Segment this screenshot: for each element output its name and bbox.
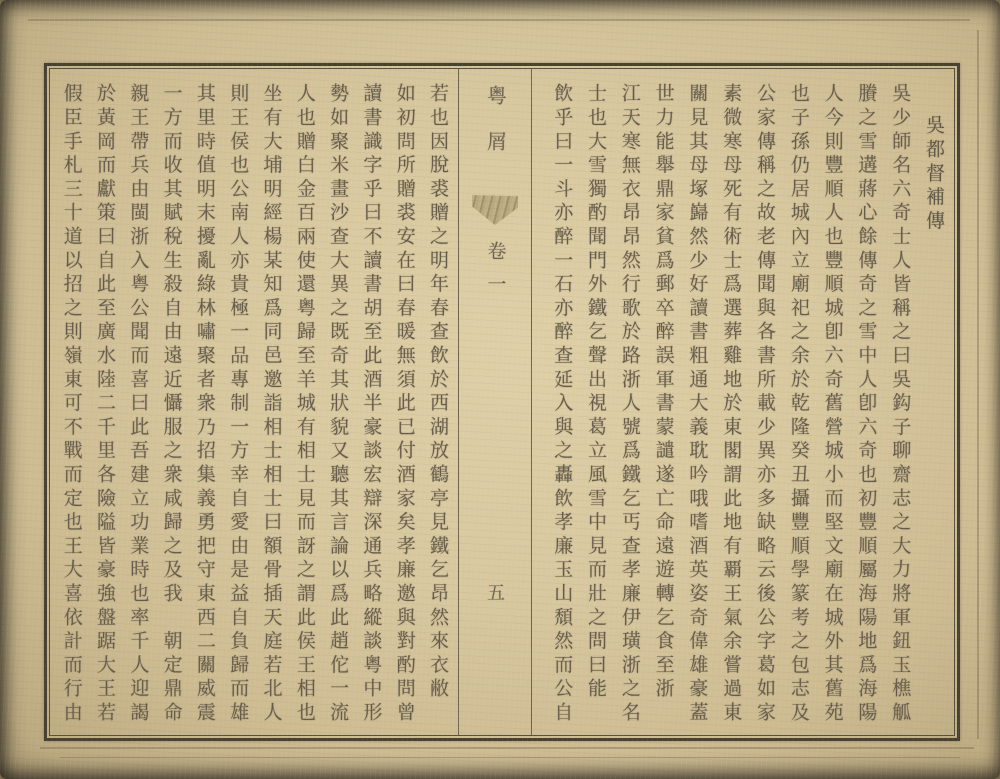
text-column: 世力能舉鼎家貧爲郵卒醉誤軍書蒙譴遂亡命遠遊轉乞食至浙 xyxy=(652,83,674,702)
spine-column xyxy=(458,69,532,735)
text-column: 如初問所贈裘安在曰春暖無須此已付酒家矣孝廉邀與對酌問曾 xyxy=(393,83,415,726)
text-column: 人也贈白金百兩使還粤歸至羊城有相士見而訝之謂此侯王相也 xyxy=(293,83,315,726)
page-edge-artifact xyxy=(40,747,974,749)
text-column: 則王侯也公南人亦貴極一品專制一方幸自愛由是益自負歸而雄 xyxy=(227,83,249,726)
text-column: 吳少師名六奇士人皆稱之曰吳鈎子聊齋志之大力將軍鈕玉樵觚 xyxy=(889,83,911,726)
fishtail-mark-icon xyxy=(472,195,518,225)
spine-book-title: 粤屑 xyxy=(483,85,506,177)
page-edge-artifact xyxy=(28,19,970,21)
text-column: 賸之雪遘蔣心餘傳奇之雪中人卽六奇也初豐順屬海陽地爲海陽 xyxy=(855,83,877,726)
section-title: 吳都督補傳 xyxy=(923,115,944,234)
text-column: 飲乎曰一斗亦醉一石亦醉查延入與之轟飲孝廉玉山頹然而公自 xyxy=(551,83,573,726)
text-column: 人今則豐順人也豐順城卽六奇舊營城小而堅文廟在城外其舊苑 xyxy=(821,83,843,726)
text-column: 於黃岡而獻策曰自此至廣水陸二千里各險隘皆豪強盤踞大王若 xyxy=(94,83,116,726)
right-page-text xyxy=(534,83,950,731)
spine-page-number: 五 xyxy=(485,583,505,601)
text-column: 士也大雪獨酌聞門外鐵乞聲出視葛立風雪中見而壯之問曰能 xyxy=(585,83,607,702)
text-column: 江天寒無衣昂昂然行歌於路浙人號爲鐵乞丐查孝廉伊璜浙之名 xyxy=(618,83,640,726)
text-column: 也子孫仍居城內立廟祀之余於乾隆癸丑攝豐順學篆考之包志及 xyxy=(787,83,809,726)
left-page-text xyxy=(54,83,454,731)
print-border-inner-rule xyxy=(49,68,955,736)
text-column: 一方而收其賦稅生殺自由遠近懾服之衆咸歸之及我 朝定鼎命 xyxy=(160,83,182,726)
text-column: 素微寒母死有術士爲選葬雞地於東閣謂此地有覇王氣余嘗過東 xyxy=(720,83,742,726)
text-column: 勢如聚米畫沙查大異之既奇其狀貌又聽其言論以爲此趙佗一流 xyxy=(327,83,349,726)
spine-volume-label: 卷一 xyxy=(484,241,506,307)
text-column: 讀書識字乎曰不讀書胡至此酒半豪談宏辯深通兵略縱談粤中形 xyxy=(360,83,382,726)
page-edge-artifact xyxy=(60,757,960,758)
page-edge-artifact xyxy=(977,30,979,739)
text-column: 親王帶兵由閩浙入粤公聞而喜曰此吾建立功業時也率千人迎謁 xyxy=(127,83,149,726)
print-border-frame xyxy=(44,63,960,741)
text-column: 若也因脫裘贈之明年春查飲於西湖放鶴亭見鐵乞昂然來衣敝 xyxy=(427,83,448,702)
text-column: 公家傳稱之故老傳聞與各書所載少異亦多缺略云後公字葛如家 xyxy=(754,83,776,726)
text-column: 假臣手札三十道以招之則嶺東可不戰而定也王大喜依計而行由 xyxy=(60,83,82,726)
text-column: 關見其母塚巋然少好讀書粗通大義耽吟哦嗜酒英姿奇偉雄豪蓋 xyxy=(686,83,708,726)
text-column: 坐有大埔明經楊某知爲同邑邀詣相士相士曰額骨插天庭若北人 xyxy=(260,83,282,726)
page-content xyxy=(50,69,954,735)
text-column: 其里時值明末擾亂綠林嘯聚者衆乃招集義勇把守東西二關威震 xyxy=(193,83,215,726)
